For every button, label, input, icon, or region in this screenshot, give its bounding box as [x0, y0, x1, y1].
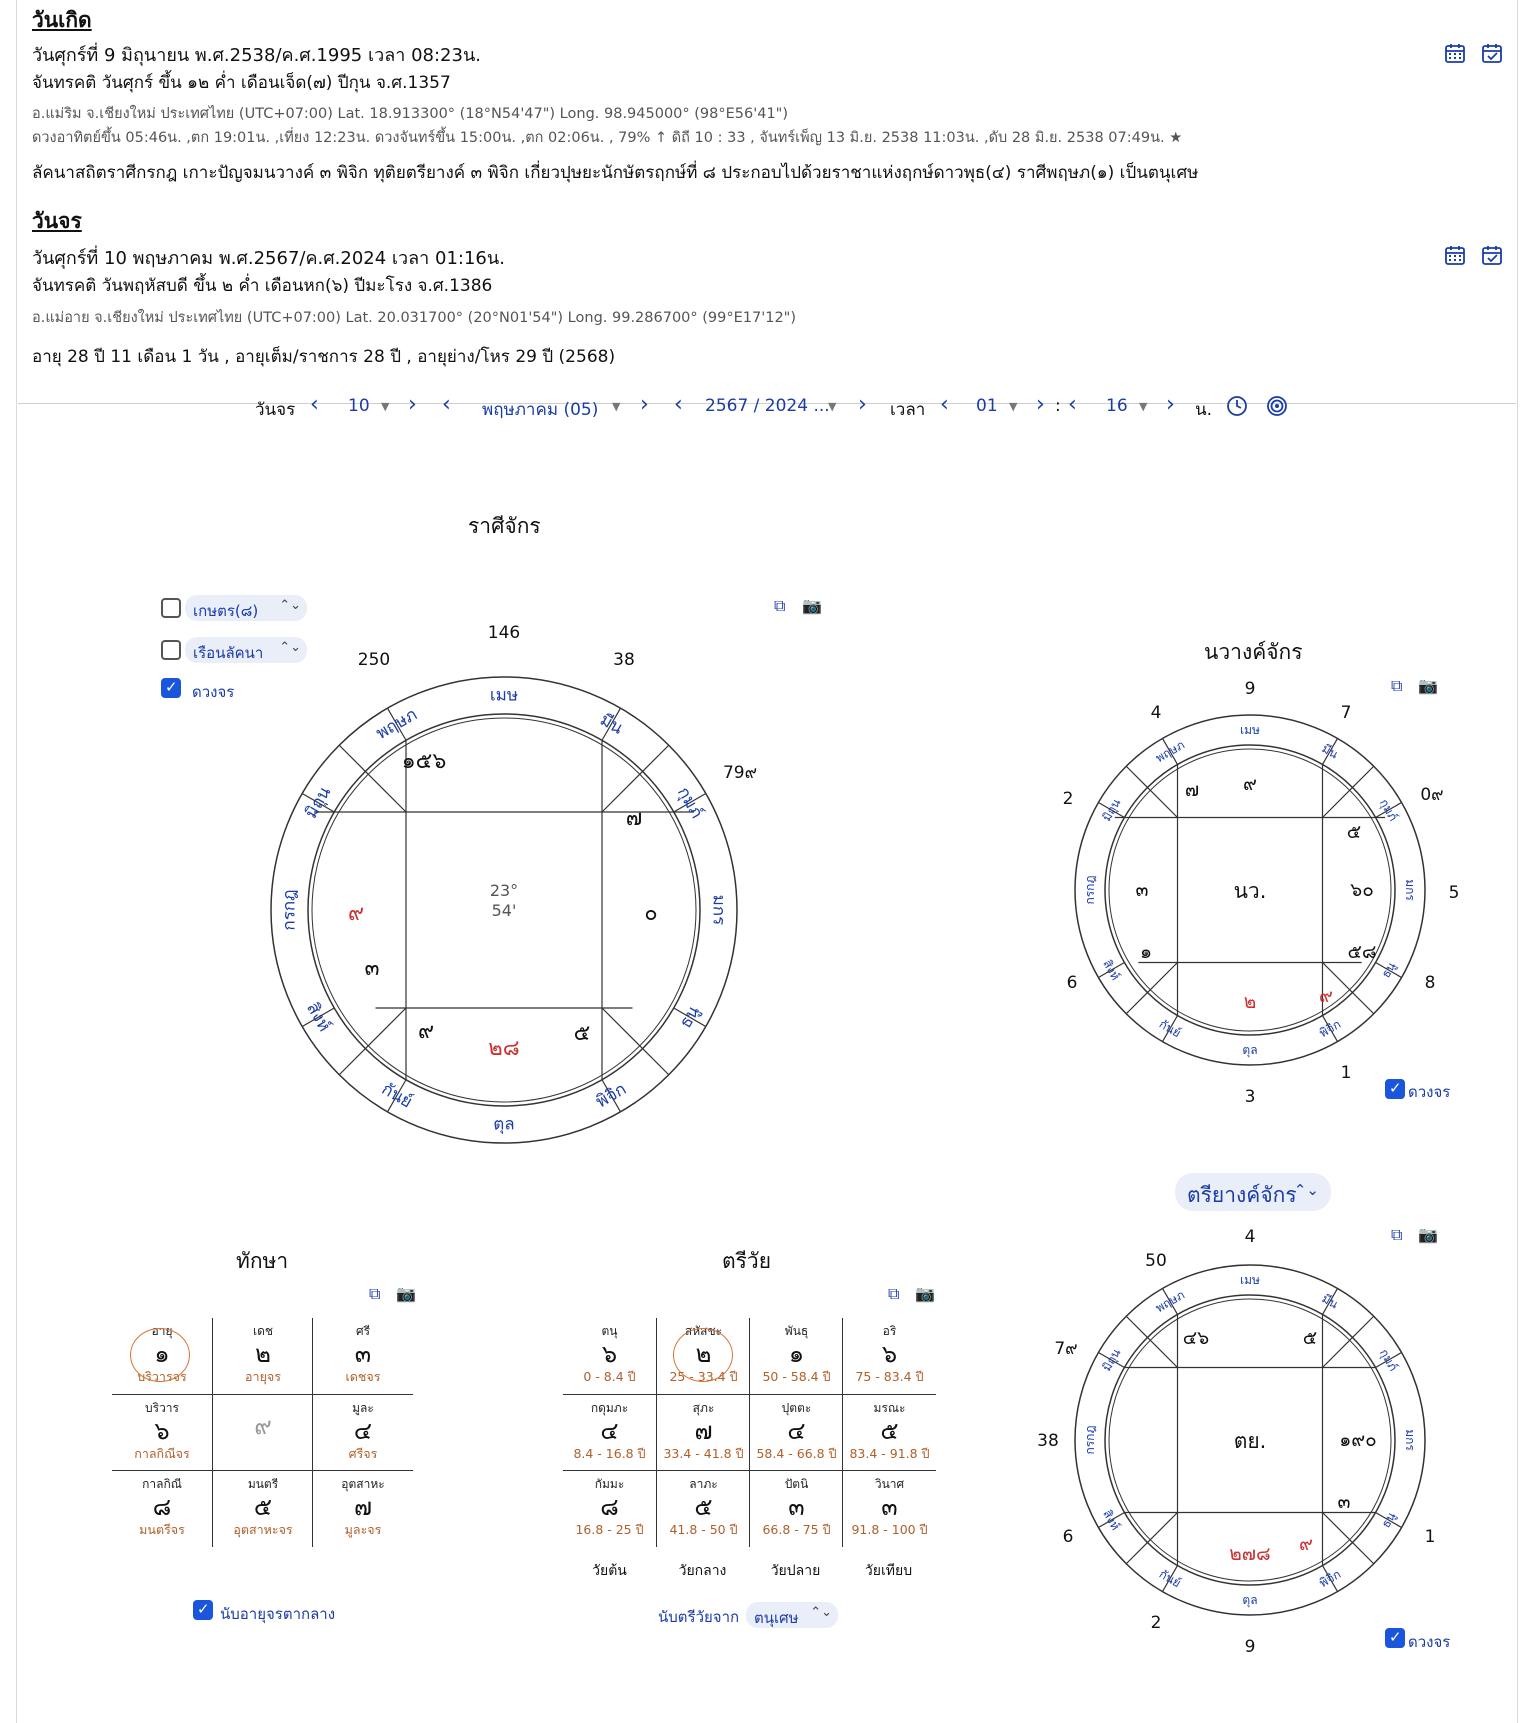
calendar-check-icon[interactable]	[1481, 42, 1503, 64]
chevron-down-icon: ▼	[612, 400, 621, 413]
diagonal-line	[1147, 1513, 1177, 1543]
kaset-checkbox[interactable]	[161, 598, 181, 618]
ring-divider	[1126, 766, 1147, 787]
cell-number: ๑	[154, 1340, 170, 1368]
cell-number: ๓	[881, 1493, 898, 1521]
cell-sublabel: 16.8 - 25 ปี	[575, 1522, 644, 1537]
sign-label: สิงห์	[302, 999, 335, 1036]
triwai-count-select[interactable]: ตนุเศษ ⌃⌄	[746, 1602, 838, 1628]
cell-sublabel: 66.8 - 75 ปี	[762, 1522, 831, 1537]
nav-label: วันจร	[255, 400, 296, 420]
cell-sublabel: มูละจร	[344, 1522, 382, 1537]
sign-label: สิงห์	[1100, 957, 1123, 983]
transit-nav-bar	[0, 390, 1536, 424]
planet-cell: ๗	[625, 806, 643, 831]
ring-divider	[1126, 993, 1147, 1014]
sign-label: กันย์	[1156, 1016, 1184, 1041]
planet-cell: ๓	[1135, 879, 1149, 901]
sign-label: ธนู	[675, 1002, 704, 1032]
rasi-transit-label: ดวงจร	[192, 683, 235, 701]
outer-number: 0๙	[1420, 785, 1444, 805]
cell-label: อายุ	[151, 1324, 173, 1338]
sign-label: พฤษภ	[1153, 1287, 1187, 1316]
sign-label: เมษ	[489, 685, 519, 706]
age-text: อายุ 28 ปี 11 เดือน 1 วัน , อายุเต็ม/ราชการ 28 ปี , อายุย่าง/โหร 29 ปี (2568)	[32, 347, 616, 367]
rasi-transit-checkbox[interactable]	[161, 678, 181, 698]
diagonal-line	[1323, 787, 1353, 817]
sign-label: พิจิก	[1316, 1566, 1344, 1591]
birth-sun-moon: ดวงอาทิตย์ขึ้น 05:46น. ,ตก 19:01น. ,เที่ยง 12:23น. ดวงจันทร์ขึ้น 15:00น. ,ตก 02:06น. , 79% ↑ ดิถี 10 : 33 , จันทร์เพ็ญ 13 มิ.ย. 2538 11:03น. ,ดับ 28 มิ.ย. 2538 07:49น. ★	[32, 130, 1183, 146]
age-label: วัยกลาง	[678, 1563, 727, 1579]
sign-label: ธนู	[1378, 1509, 1399, 1531]
taksa-cell	[212, 1318, 313, 1394]
cell-label: พันธุ	[784, 1324, 809, 1338]
ring-divider	[1353, 1543, 1374, 1564]
chevron-down-icon: ▼	[828, 400, 837, 413]
next-day-icon[interactable]: ›	[408, 392, 417, 417]
sign-label: มกร	[708, 894, 729, 926]
age-highlight-circle	[673, 1328, 733, 1382]
outer-number: 5	[1448, 883, 1460, 903]
ring-divider	[643, 745, 669, 771]
sign-label: ตุล	[493, 1114, 515, 1135]
ring-divider	[1353, 1316, 1374, 1337]
kaset-select[interactable]: เกษตร(๘) ⌃⌄	[185, 595, 307, 621]
planet-cell: ๒๘	[488, 1036, 520, 1061]
sign-label: กรกฎ	[1083, 875, 1097, 905]
triwai-cell	[563, 1470, 656, 1547]
planet-cell: ๗	[1184, 779, 1200, 801]
cell-label: มรณะ	[873, 1401, 906, 1415]
cell-sublabel: 75 - 83.4 ปี	[855, 1369, 924, 1384]
ring-divider	[1126, 1543, 1147, 1564]
diagonal-line	[1323, 1337, 1353, 1367]
sign-label: กันย์	[1156, 1566, 1184, 1591]
prev-month-icon[interactable]: ‹	[442, 392, 451, 417]
time-colon: :	[1055, 396, 1061, 416]
outer-number: 7	[1340, 703, 1352, 723]
rasi-title: ราศีจักร	[468, 514, 541, 538]
outer-number: 1	[1340, 1063, 1352, 1083]
cell-number: ๖	[881, 1340, 898, 1368]
triwai-cell	[563, 1318, 656, 1394]
diagonal-line	[1147, 787, 1177, 817]
sign-label: ธนู	[1378, 959, 1399, 981]
outer-number: 38	[613, 650, 635, 670]
sign-label: ตุล	[1242, 1043, 1258, 1057]
cell-sublabel: 8.4 - 16.8 ปี	[573, 1446, 646, 1461]
center-label: ตย.	[1233, 1429, 1267, 1453]
age-label: วัยเทียบ	[864, 1563, 913, 1579]
outer-number: 4	[1150, 703, 1162, 723]
day-select[interactable]: 10	[348, 396, 370, 416]
sign-label: มีน	[1319, 1291, 1341, 1312]
cell-number: ๓	[788, 1493, 805, 1521]
target-icon[interactable]	[1266, 395, 1288, 417]
cell-number: ๒	[695, 1340, 712, 1368]
next-minute-icon[interactable]: ›	[1166, 392, 1175, 417]
sign-label: มิถุน	[1099, 1346, 1124, 1374]
cell-label: กัมมะ	[594, 1477, 625, 1491]
triwai-age-labels	[563, 1560, 935, 1584]
navang-chart	[1050, 670, 1470, 1110]
planet-cell: ๓	[364, 956, 380, 981]
ring-divider	[339, 1049, 365, 1075]
cell-label: ลาภะ	[689, 1477, 718, 1491]
cell-number: ๕	[694, 1493, 713, 1521]
cell-label: กาลกิณี	[142, 1477, 182, 1491]
sign-label: พฤษภ	[372, 704, 421, 744]
calendar-icon[interactable]	[1444, 244, 1466, 266]
planet-cell: ๕	[1302, 1327, 1318, 1349]
planet-cell: ๖๐	[1350, 879, 1374, 901]
outer-number: 2	[1062, 789, 1074, 809]
planet-cell: ๓	[1337, 1491, 1351, 1513]
cell-sublabel: ศรีจร	[348, 1446, 378, 1461]
cell-number: ๖	[154, 1417, 170, 1445]
sign-label: กุมภ์	[1376, 1346, 1401, 1374]
ring-divider	[1126, 1316, 1147, 1337]
month-select[interactable]: พฤษภาคม (05)	[482, 400, 599, 420]
planet-cell: ๕	[573, 1021, 591, 1046]
sign-label: ตุล	[1242, 1593, 1258, 1607]
hour-select[interactable]: 01	[976, 396, 998, 416]
cell-number: ๕	[253, 1493, 273, 1521]
triwai-cell	[749, 1470, 843, 1547]
cell-sublabel: 83.4 - 91.8 ปี	[849, 1446, 930, 1461]
cell-number: ๘	[152, 1493, 172, 1521]
diagonal-line	[602, 1008, 643, 1049]
cell-sublabel: อุตสาหะจร	[233, 1522, 293, 1537]
ring-divider	[1353, 993, 1374, 1014]
navang-title: นวางค์จักร	[1204, 640, 1303, 664]
cell-number: ๑	[788, 1340, 805, 1368]
triwai-cell	[749, 1394, 843, 1471]
sign-label: กรกฎ	[1083, 1425, 1097, 1455]
cell-sublabel: 91.8 - 100 ปี	[851, 1522, 928, 1537]
chevron-updown-icon: ⌃⌄	[1293, 1181, 1319, 1199]
cell-label: สหัสชะ	[684, 1324, 723, 1338]
outer-number: 2	[1150, 1613, 1162, 1633]
sign-label: พิจิก	[1316, 1016, 1344, 1041]
age-label: วัยปลาย	[770, 1563, 821, 1579]
chevron-down-icon: ▼	[1139, 400, 1148, 413]
cell-number: ๙	[254, 1412, 272, 1440]
time-label: เวลา	[890, 400, 926, 420]
taksa-cell	[212, 1394, 313, 1471]
cell-label: มูละ	[352, 1401, 374, 1415]
outer-number: 8	[1424, 973, 1436, 993]
outer-number: 38	[1037, 1431, 1059, 1451]
cell-sublabel: มนตรีจร	[139, 1522, 185, 1537]
triyang-select[interactable]	[1175, 1173, 1331, 1211]
sign-label: มิถุน	[301, 783, 336, 823]
cell-sublabel: 0 - 8.4 ปี	[583, 1369, 636, 1384]
birth-date: วันศุกร์ที่ 9 มิถุนายน พ.ศ.2538/ค.ศ.1995 เวลา 08:23น.	[32, 45, 481, 66]
ring-divider	[339, 745, 365, 771]
cell-label: อุตสาหะ	[341, 1477, 385, 1491]
prev-hour-icon[interactable]: ‹	[940, 392, 949, 417]
minute-select[interactable]: 16	[1106, 396, 1128, 416]
cell-label: บริวาร	[145, 1401, 179, 1415]
cell-sublabel: เดชจร	[345, 1369, 381, 1384]
prev-year-icon[interactable]: ‹	[674, 392, 683, 417]
cell-sublabel: บริวารจร	[137, 1369, 187, 1384]
taksa-count-label: นับอายุจรตากลาง	[220, 1605, 336, 1623]
triwai-title: ตรีวัย	[722, 1249, 772, 1273]
external-link-icon[interactable]: ⧉	[1391, 676, 1403, 695]
triyang-transit-checkbox[interactable]	[1385, 1628, 1405, 1648]
center-minute: 54'	[491, 901, 517, 920]
cell-number: ๗	[694, 1417, 713, 1445]
cell-label: สุภะ	[692, 1401, 715, 1415]
taksa-cell	[312, 1318, 413, 1394]
next-month-icon[interactable]: ›	[640, 392, 649, 417]
sign-label: กุมภ์	[672, 783, 707, 822]
ring-divider	[1353, 766, 1374, 787]
external-link-icon[interactable]: ⧉	[369, 1284, 381, 1303]
outer-number: 1	[1424, 1527, 1436, 1547]
taksa-cell	[212, 1470, 313, 1547]
cell-sublabel: 50 - 58.4 ปี	[762, 1369, 831, 1384]
triwai-cell	[842, 1470, 936, 1547]
cell-label: ศรี	[355, 1324, 371, 1338]
birth-location: อ.แม่ริม จ.เชียงใหม่ ประเทศไทย (UTC+07:00) Lat. 18.913300° (18°N54'47") Long. 98.945000° (98°E56'41")	[32, 106, 788, 122]
cell-sublabel: 33.4 - 41.8 ปี	[663, 1446, 744, 1461]
planet-cell: ๙	[1319, 985, 1333, 1007]
outer-number: 250	[357, 650, 391, 670]
ruen-lagna-checkbox[interactable]	[161, 640, 181, 660]
sign-label: มกร	[1403, 879, 1417, 901]
planet-cell: ๕	[1346, 821, 1362, 843]
outer-number: 146	[487, 623, 521, 643]
triwai-count-label: นับตรีวัยจาก	[658, 1608, 740, 1626]
sign-label: เมษ	[1240, 723, 1260, 737]
cell-label: กดุมภะ	[590, 1401, 629, 1415]
next-year-icon[interactable]: ›	[858, 392, 867, 417]
diagonal-line	[365, 1008, 406, 1049]
triwai-cell	[749, 1318, 843, 1394]
taksa-cell	[312, 1470, 413, 1547]
cell-number: ๕	[880, 1417, 899, 1445]
triyang-title: ตรียางค์จักร	[1187, 1183, 1297, 1207]
birth-lunar: จันทรคติ วันศุกร์ ขึ้น ๑๒ ค่ำ เดือนเจ็ด(๗) ปีกุน จ.ศ.1357	[32, 73, 451, 93]
cell-sublabel: 41.8 - 50 ปี	[669, 1522, 738, 1537]
cell-label: อริ	[882, 1324, 897, 1338]
sign-label: พิจิก	[592, 1079, 630, 1113]
triwai-cell	[842, 1394, 936, 1471]
triwai-cell	[656, 1394, 750, 1471]
external-link-icon[interactable]: ⧉	[774, 596, 786, 615]
age-highlight-circle	[130, 1328, 190, 1382]
cell-sublabel: กาลกิณีจร	[134, 1446, 190, 1461]
cell-number: ๔	[353, 1417, 373, 1445]
ruen-lagna-select[interactable]: เรือนลัคนา ⌃⌄	[185, 637, 307, 663]
triwai-cell	[842, 1318, 936, 1394]
outer-number: 6	[1062, 1527, 1074, 1547]
outer-number: 3	[1244, 1087, 1256, 1107]
planet-cell: ๑	[1139, 941, 1153, 963]
time-unit: น.	[1195, 400, 1213, 420]
prev-minute-icon[interactable]: ‹	[1068, 392, 1077, 417]
sign-label: พฤษภ	[1153, 737, 1187, 766]
planet-cell: ๒๗๘	[1229, 1543, 1271, 1565]
taksa-cell	[112, 1394, 212, 1471]
prev-day-icon[interactable]: ‹	[310, 392, 319, 417]
taksa-cell	[112, 1470, 212, 1547]
calendar-check-icon[interactable]	[1481, 244, 1503, 266]
triwai-cell	[563, 1394, 656, 1471]
transit-title: วันจร	[32, 209, 82, 233]
outer-number: 50	[1145, 1251, 1167, 1271]
cell-number: ๔	[787, 1417, 806, 1445]
rasi-chart	[264, 620, 758, 1140]
year-select[interactable]: 2567 / 2024 ...	[705, 396, 830, 416]
diagonal-line	[1147, 1337, 1177, 1367]
diagonal-line	[365, 771, 406, 812]
planet-cell: ๑๕๖	[401, 749, 447, 774]
chevron-down-icon: ▼	[381, 400, 390, 413]
center-label: นว.	[1233, 879, 1267, 903]
center-degree: 23°	[489, 881, 519, 900]
chevron-down-icon: ▼	[1009, 400, 1018, 413]
outer-number: 9	[1244, 1637, 1256, 1657]
navang-transit-label: ดวงจร	[1408, 1083, 1451, 1101]
cell-label: ปุตตะ	[781, 1401, 812, 1415]
sign-label: กุมภ์	[1376, 796, 1401, 824]
cell-label: เดช	[252, 1324, 274, 1338]
cell-number: ๗	[353, 1493, 373, 1521]
cell-label: ตนุ	[601, 1324, 618, 1338]
external-link-icon[interactable]: ⧉	[888, 1284, 900, 1303]
cell-sublabel: 58.4 - 66.8 ปี	[756, 1446, 837, 1461]
cell-number: ๔	[600, 1417, 619, 1445]
diagonal-line	[1323, 1513, 1353, 1543]
transit-location: อ.แม่อาย จ.เชียงใหม่ ประเทศไทย (UTC+07:00) Lat. 20.031700° (20°N01'54") Long. 99.286700° (99°E17'12")	[32, 310, 796, 326]
taksa-grid	[112, 1318, 412, 1554]
sign-label: กันย์	[377, 1079, 416, 1113]
transit-lunar: จันทรคติ วันพฤหัสบดี ขึ้น ๒ ค่ำ เดือนหก(๖) ปีมะโรง จ.ศ.1386	[32, 276, 493, 296]
triwai-grid	[563, 1318, 935, 1554]
outer-number: 7๙	[1054, 1339, 1078, 1359]
planet-cell: ๒	[1243, 991, 1257, 1013]
outer-number: 79๙	[722, 763, 758, 783]
sign-label: มีน	[1319, 741, 1341, 762]
planet-cell: ๙	[1299, 1533, 1313, 1555]
sign-label: สิงห์	[1100, 1507, 1123, 1533]
outer-number: 9	[1244, 679, 1256, 699]
calendar-icon[interactable]	[1444, 42, 1466, 64]
taksa-count-checkbox[interactable]	[193, 1600, 213, 1620]
cell-label: ปัตนิ	[784, 1477, 809, 1491]
sign-label: เมษ	[1240, 1273, 1260, 1287]
taksa-cell	[312, 1394, 413, 1471]
outer-number: 4	[1244, 1227, 1256, 1247]
age-label: วัยต้น	[592, 1563, 627, 1579]
camera-icon[interactable]: 📷	[1418, 676, 1438, 695]
camera-icon[interactable]: 📷	[1418, 1225, 1438, 1244]
planet-cell: ๐	[644, 901, 658, 926]
cell-number: ๘	[600, 1493, 619, 1521]
cell-sublabel: อายุจร	[245, 1369, 281, 1384]
triwai-cell	[656, 1470, 750, 1547]
triyang-transit-label: ดวงจร	[1408, 1633, 1451, 1651]
diagonal-line	[1147, 963, 1177, 993]
taksa-title: ทักษา	[236, 1249, 289, 1273]
camera-icon[interactable]: 📷	[915, 1284, 935, 1303]
cell-label: มนตรี	[247, 1477, 279, 1491]
camera-icon[interactable]: 📷	[396, 1284, 416, 1303]
clock-icon[interactable]	[1226, 395, 1248, 417]
navang-transit-checkbox[interactable]	[1385, 1079, 1405, 1099]
next-hour-icon[interactable]: ›	[1036, 392, 1045, 417]
sign-label: มีน	[596, 709, 627, 739]
lagna-cell: ๙	[347, 901, 365, 926]
camera-icon[interactable]: 📷	[802, 596, 822, 615]
cell-number: ๓	[354, 1340, 372, 1368]
birth-title: วันเกิด	[32, 8, 92, 32]
cell-sublabel: 25 - 33.4 ปี	[669, 1369, 738, 1384]
transit-date: วันศุกร์ที่ 10 พฤษภาคม พ.ศ.2567/ค.ศ.2024 เวลา 01:16น.	[32, 248, 505, 269]
planet-cell: ๑๙๐	[1339, 1429, 1377, 1451]
sign-label: มกร	[1403, 1429, 1417, 1451]
planet-cell: ๕๘	[1347, 941, 1377, 963]
triyang-chart	[1030, 1220, 1470, 1660]
outer-number: 6	[1066, 973, 1078, 993]
cell-number: ๖	[601, 1340, 618, 1368]
sign-label: มิถุน	[1099, 796, 1124, 824]
planet-cell: ๔๖	[1182, 1327, 1210, 1349]
cell-label: วินาศ	[874, 1477, 905, 1491]
ring-divider	[643, 1049, 669, 1075]
birth-lagna: ลัคนาสถิตราศีกรกฎ เกาะปัญจมนวางค์ ๓ พิจิก ทุติยตรียางค์ ๓ พิจิก เกี่ยวปุษยะนักษัตรฤกษ์ที่ ๘ ประกอบไปด้วยราชาแห่งฤกษ์ดาวพุธ(๔) ราศีพฤษภ(๑) เป็นตนุเศษ	[32, 163, 1199, 183]
cell-number: ๒	[255, 1340, 271, 1368]
planet-cell: ๙	[1243, 773, 1257, 795]
planet-cell: ๙	[417, 1019, 435, 1044]
sign-label: กรกฎ	[279, 889, 300, 931]
external-link-icon[interactable]: ⧉	[1391, 1225, 1403, 1244]
